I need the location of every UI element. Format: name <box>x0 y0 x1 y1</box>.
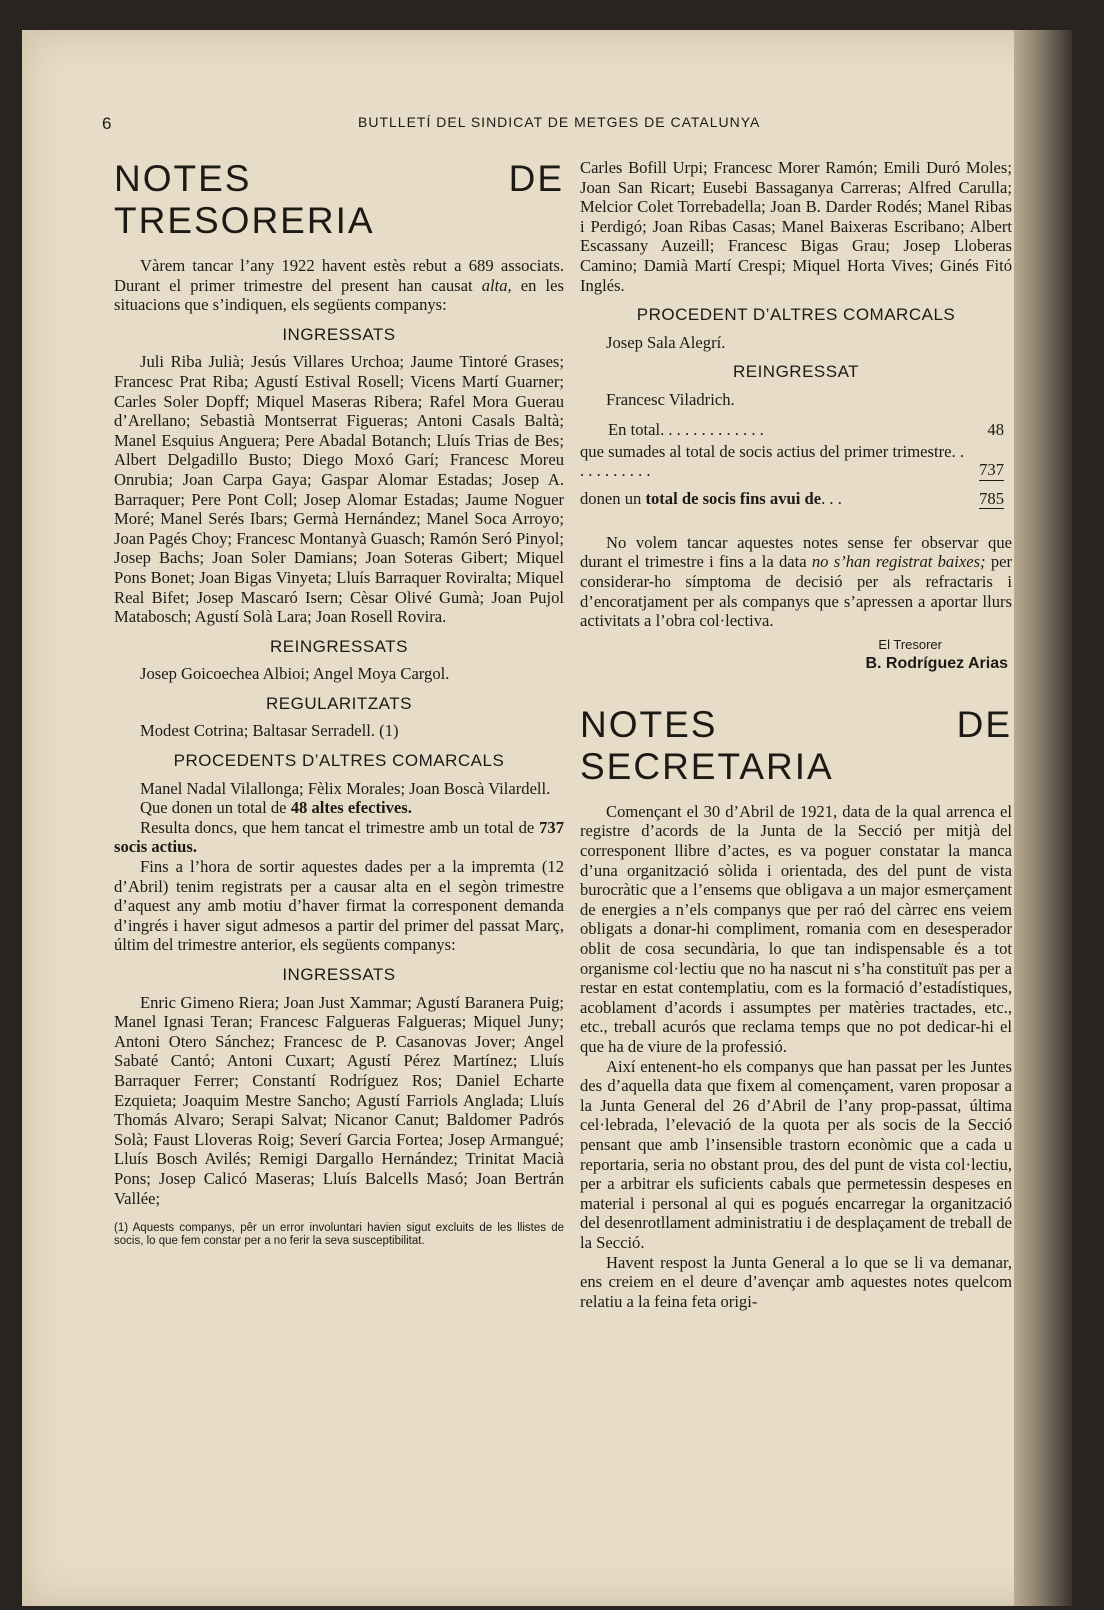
en-total-value: 48 <box>987 419 1004 439</box>
sumades-label: que sumades al total de socis actius del primer trimestre. . . . . . . . . . . <box>580 441 964 481</box>
en-total-row <box>580 420 1012 442</box>
regularitzats-list: Modest Cotrina; Baltasar Serradell. (1) <box>140 721 399 741</box>
secretaria-title: NOTES DE SECRETARIA <box>580 703 1012 787</box>
ingressats-heading: INGRESSATS <box>282 324 396 344</box>
left-column <box>114 158 564 1247</box>
donen-value: 785 <box>979 488 1004 508</box>
page-number: 6 <box>102 114 113 133</box>
ingressats2-continuation: Carles Bofill Urpi; Francesc Morer Ramón; Emili Duró Moles; Joan San Ricart; Eusebi Bassaganya Carreras; Alfred Carulla; Melcior Colet Torrebadella; Joan B. Darder Rodés; Manel Ribas i Perdigó; Joan Ribas Casas; Manel Baixeras Escribano; Albert Escassany Auzeill; Francesc Bigas Grau; Josep Lloberas Camino; Damià Martí Crespi; Miquel Horta Vives; Ginés Fitó Inglés. <box>580 158 1012 295</box>
sumades-row <box>580 442 1012 481</box>
donen-label: donen un total de socis fins avui de. . . <box>580 488 842 508</box>
right-column <box>580 158 1012 1311</box>
reingressat-heading: REINGRESSAT <box>732 362 860 382</box>
procedent-heading: PROCEDENT D’ALTRES COMARCALS <box>636 305 956 325</box>
sumades-value: 737 <box>979 460 1004 480</box>
ingressats-list: Juli Riba Julià; Jesús Villares Urchoa; Jaume Tintoré Grases; Francesc Prat Riba; Agustí Estival Rosell; Vicens Martí Guarner; Carles Soler Dopff; Miquel Maseras Ribera; Rafel Mora Guerau d’Arellano; Sebastià Montserrat Figueras; Antoni Casals Baltà; Manel Esquius Anguera; Pere Abadal Botanch; Lluís Trias de Bes; Albert Delgadillo Busto; Diego Moxó Garí; Francesc Moreu Onrubia; Joan Carpa Gaya; Gaspar Alomar Estadas; Josep A. Barraquer; Pere Pont Coll; Josep Alomar Estadas; Jaume Noguer Moré; Manel Serés Ibars; Germà Hernández; Manel Soca Arroyo; Joan Pagés Choy; Francesc Montanyà Guasch; Ramón Seró Pinyol; Josep Bachs; Joan Soler Damians; Joan Soteras Gibert; Miquel Pons Bonet; Joan Bigas Vinyeta; Lluís Barraquer Roviralta; Miquel Real Bifet; Josep Mascaró Isern; Cèsar Olivé Gumà; Joan Pujol Matabosch; Agustí Solà Lara; Joan Rosell Rovira. <box>114 352 564 627</box>
procedent-name: Josep Sala Alegrí. <box>606 332 726 352</box>
running-title: BUTLLETÍ DEL SINDICAT DE METGES DE CATALUNYA <box>358 114 761 130</box>
closing-paragraph: No volem tancar aquestes notes sense fer observar que durant el trimestre i fins a la data no s’han registrat baixes; per considerar-ho símptoma de decisió per als refractaris i d’encoratjament per als companys que s’apressen a aportar llurs activitats a l’obra col·lectiva. <box>580 532 1013 631</box>
procedents-list: Manel Nadal Vilallonga; Fèlix Morales; Joan Boscà Vilardell. <box>140 778 551 798</box>
secretaria-paragraph-2: Així entenent-ho els companys que han passat per les Juntes des d’aquella data que fixem al començament, varen proposar a la Junta General del 26 d’Abril de l’any prop-passat, última cel·lebrada, l’elevació de la quota per als socis de la Secció pensant que amb l’insensible trastorn econòmic que a cada u reportaria, seria no obstant prou, des del punt de vista col·lectiu, per a arbitrar els suficients cabals que permetessin despeses en material i personal al qui es pogués encarregar la organització del desenrotllament administratiu i de desplaçament de treball de la Secció. <box>580 1056 1012 1252</box>
journal-page <box>22 30 1072 1606</box>
resulta-paragraph: Resulta doncs, que hem tancat el trimestre amb un total de 737 socis actius. <box>114 817 564 857</box>
footnote: (1) Aquests companys, pêr un error involuntari havien sigut excluits de les llistes de socis, lo que fem constar per a no ferir la seva susceptibilitat. <box>114 1222 564 1247</box>
secretaria-paragraph-3: Havent respost la Junta General a lo que se li va demanar, ens creiem en el deure d’avençar amb aquestes notes quelcom relatiu a la feina feta origi- <box>580 1252 1012 1311</box>
ingressats2-list: Enric Gimeno Riera; Joan Just Xammar; Agustí Baranera Puig; Manel Ignasi Teran; Francesc Falgueras Falgueras; Miquel Juny; Antoni Otero Sánchez; Francesc de P. Casanovas Jover; Angel Sabaté Cantó; Antoni Cuxart; Agustí Pérez Martínez; Lluís Barraquer Ferrer; Constantí Rodríguez Ros; Daniel Echarte Ezquieta; Joaquim Mestre Sancho; Agustí Farriols Anglada; Lluís Thomás Alvaro; Serapi Salvat; Nicanor Canut; Baldomer Padrós Solà; Faust Lloveras Roig; Severí Garcia Fortea; Josep Armangué; Lluís Bosch Avilés; Remigi Dargallo Hernández; Trinitat Macià Pons; Josep Calicó Maseras; Lluís Balcells Masó; Joan Bertrán Vallée; <box>114 992 564 1208</box>
procedents-heading: PROCEDENTS D’ALTRES COMARCALS <box>173 751 505 771</box>
fins-paragraph: Fins a l’hora de sortir aquestes dades per a la impremta (12 d’Abril) tenim registrats per a causar alta en el segòn trimestre d’aquest any amb motiu d’haver firmat la corresponent demanda d’ingrés i haver sigut admesos a partir del primer del passat Març, últim del trimestre anterior, els següents companys: <box>114 857 564 955</box>
signature-role: El Tresorer <box>878 636 942 652</box>
book-spine <box>1014 30 1072 1606</box>
signature <box>580 635 1012 674</box>
reingressats-list: Josep Goicoechea Albioi; Angel Moya Cargol. <box>140 664 450 684</box>
donen-row <box>580 489 1012 511</box>
running-header <box>102 114 1002 136</box>
reingressat-name: Francesc Viladrich. <box>606 389 735 409</box>
total-altes: Que donen un total de 48 altes efectives. <box>140 798 412 818</box>
regularitzats-heading: REGULARITZATS <box>266 693 412 713</box>
en-total-label: En total. . . . . . . . . . . . . <box>608 419 764 439</box>
reingressats-heading: REINGRESSATS <box>270 636 408 656</box>
signature-name: B. Rodríguez Arias <box>865 655 1008 673</box>
tresoreria-title: NOTES DE TRESORERIA <box>114 158 564 241</box>
tresoreria-intro: Vàrem tancar l’any 1922 havent estès rebut a 689 associats. Durant el primer trimestre del present han causat alta, en les situacions que s’indiquen, els següents companys: <box>114 256 564 315</box>
secretaria-paragraph-1: Començant el 30 d’Abril de 1921, data de la qual arrenca el registre d’acords de la Junta de la Secció per mitjà del corresponent llibre d’actes, es va poguer constatar la manca d’una organització sòlida i orientada, des del punt de vista burocràtic que a l’ensems que obligava a un major esmerçament de energies a n’els companys que per raó del càrrec ens veiem obligats a donar-hi compliment, romania com en desesperador oblit de cosa secundària, lo que tan indispensable és a tot organisme col·lectiu que no ha nascut ni s’ha constituït pas per a restar en estat contemplatiu, com es la formació d’estadístiques, acoblament d’acords i assumptes per matèries tractades, etc., etc., treball acurós que reclama temps que no pot dedicar-hi el que ha de viure de la professió. <box>580 801 1012 1056</box>
ingressats2-heading: INGRESSATS <box>282 965 396 984</box>
